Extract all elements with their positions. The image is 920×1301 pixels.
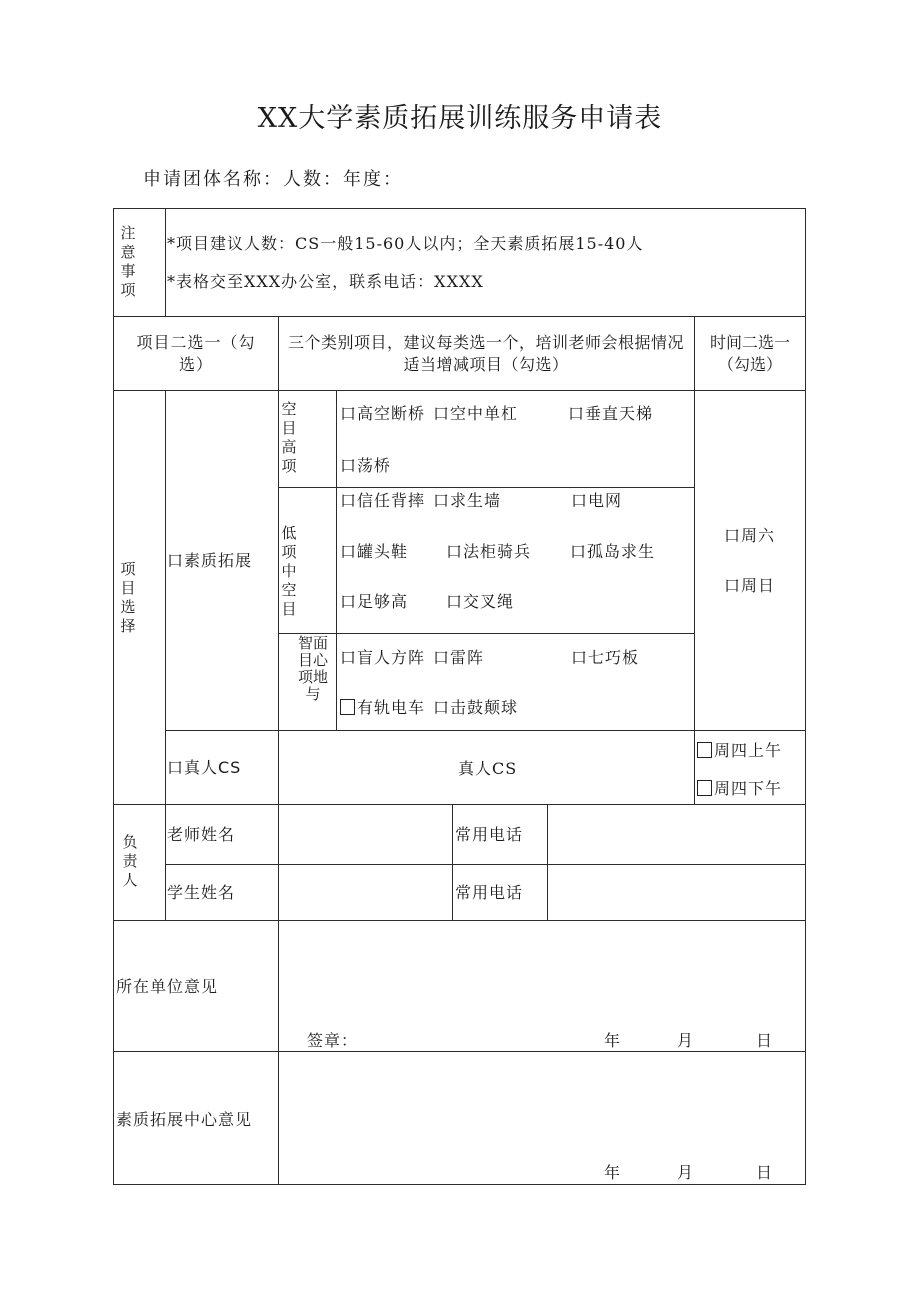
student-phone-field[interactable] — [548, 865, 804, 919]
student-phone-label: 常用电话 — [455, 883, 524, 902]
option-kongzhong-dangang[interactable]: 口空中单杠 — [433, 404, 519, 423]
center-year: 年 — [604, 1163, 622, 1182]
option-xinren-beishuai[interactable]: 口信任背摔 — [340, 491, 426, 510]
center-opinion-label: 素质拓展中心意见 — [116, 1110, 253, 1129]
option-chuizhi-tianti[interactable]: 口垂直天梯 — [568, 404, 654, 423]
option-qiqiao-ban[interactable]: 口七巧板 — [571, 648, 640, 667]
teacher-phone-label: 常用电话 — [455, 825, 524, 844]
option-dangqiao[interactable]: 口荡桥 — [340, 456, 392, 475]
student-name-field[interactable] — [279, 865, 451, 919]
teacher-phone-field[interactable] — [548, 805, 804, 863]
option-gaokong-duanqiao[interactable]: 口高空断桥 — [340, 404, 426, 423]
center-opinion-field[interactable] — [279, 1052, 804, 1152]
unit-opinion-field[interactable] — [279, 921, 804, 1021]
checkbox-icon[interactable] — [697, 780, 712, 796]
page-title: XX大学素质拓展训练服务申请表 — [257, 103, 663, 134]
option-fagui-qibing[interactable]: 口法柜骑兵 — [446, 542, 532, 561]
ground-label: 智面目心项地与 — [297, 634, 328, 703]
notes-line-1: *项目建议人数：CS一般15-60人以内；全天素质拓展15-40人 — [167, 234, 644, 253]
option-dianwang[interactable]: 口电网 — [571, 491, 623, 510]
cs-center-text: 真人CS — [458, 759, 518, 778]
time-sunday[interactable]: 口周日 — [724, 576, 776, 595]
teacher-name-label: 老师姓名 — [167, 825, 236, 844]
time-thursday-pm[interactable]: 周四下午 — [697, 779, 782, 799]
applicant-header-line: 申请团体名称：人数：年度： — [143, 169, 403, 190]
teacher-name-field[interactable] — [279, 805, 451, 863]
checkbox-icon[interactable] — [340, 699, 355, 715]
low-altitude-label: 低项中空目 — [281, 524, 297, 618]
option-gudao-qiusheng[interactable]: 口孤岛求生 — [570, 542, 656, 561]
categories-header: 三个类别项目，建议每类选一个，培训老师会根据情况适当增减项目（勾选） — [287, 333, 684, 374]
notes-label: 注意事项 — [120, 224, 136, 299]
option-leizhen[interactable]: 口雷阵 — [433, 648, 485, 667]
unit-opinion-label: 所在单位意见 — [116, 977, 219, 996]
option-yougui-dianche[interactable]: 有轨电车 — [340, 698, 425, 718]
option-zugou-gao[interactable]: 口足够高 — [340, 592, 409, 611]
option-jiaocha-sheng[interactable]: 口交叉绳 — [446, 592, 515, 611]
high-altitude-label: 空目高项 — [281, 400, 297, 475]
time-saturday[interactable]: 口周六 — [724, 526, 776, 545]
option-guantou-xie[interactable]: 口罐头鞋 — [340, 542, 409, 561]
notes-line-2: *表格交至XXX办公室，联系电话：XXXX — [167, 272, 484, 291]
cs-checkbox[interactable]: 口真人CS — [167, 758, 242, 777]
option-qiusheng-qiang[interactable]: 口求生墙 — [433, 491, 502, 510]
checkbox-icon[interactable] — [697, 742, 712, 758]
project-select-label: 项目选择 — [120, 560, 136, 635]
unit-month: 月 — [677, 1031, 695, 1050]
center-month: 月 — [677, 1163, 695, 1182]
project-header: 项目二选一（勾选） — [136, 333, 256, 374]
option-mangren-fangzhen[interactable]: 口盲人方阵 — [340, 648, 426, 667]
suzhi-checkbox[interactable]: 口素质拓展 — [167, 551, 253, 570]
student-name-label: 学生姓名 — [167, 883, 236, 902]
unit-day: 日 — [756, 1031, 774, 1050]
center-day: 日 — [756, 1163, 774, 1182]
time-thursday-am[interactable]: 周四上午 — [697, 741, 782, 761]
responsible-label: 负责人 — [122, 833, 138, 889]
option-jigu-dianqiu[interactable]: 口击鼓颠球 — [433, 698, 519, 717]
time-header: 时间二选一（勾选） — [709, 333, 790, 374]
unit-seal-label: 签章： — [307, 1031, 359, 1050]
unit-year: 年 — [604, 1031, 622, 1050]
